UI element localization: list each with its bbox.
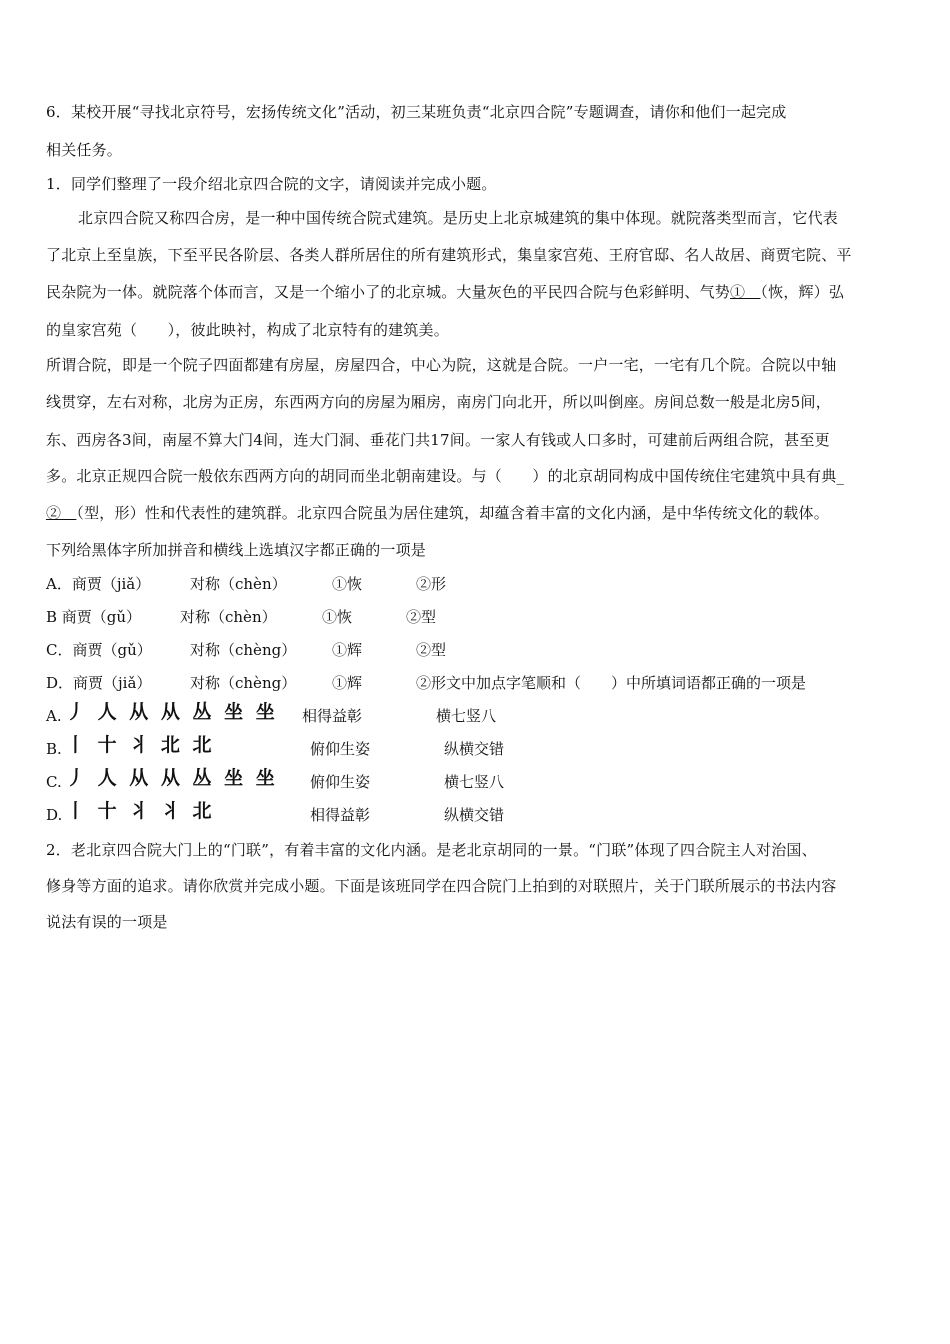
blank-1: ① xyxy=(730,283,761,301)
passage-1-line-1: 北京四合院又称四合房，是一种中国传统合院式建筑。是历史上北京城建筑的集中体现。就院落类型而言，它代表 xyxy=(78,209,839,227)
passage-1-line-3-text: 民杂院为一体。就院落个体而言，又是一个缩小了的北京城。大量灰色的平民四合院与色彩鲜明、气势 xyxy=(46,283,731,301)
option-2d-stroke-order: 丨 十 丬 丬 北 xyxy=(66,800,215,822)
option-2a-word-2: 横七竖八 xyxy=(436,707,497,725)
option-2d-word-1: 相得益彰 xyxy=(310,806,371,824)
passage-1-line-2: 了北京上至皇族，下至平民各阶层、各类人群所居住的所有建筑形式，集皇家宫苑、王府官邸、名人故居、商贾宅院、平 xyxy=(46,246,852,264)
option-2a-stroke-order: 丿 人 从 从 丛 坐 坐 xyxy=(66,701,278,723)
blank-2-lead: _ xyxy=(836,467,845,485)
option-1d-pinyin-1: D．商贾（jiǎ） xyxy=(46,674,152,692)
passage-2-line-5 xyxy=(46,503,829,523)
option-2c-word-2: 横七竖八 xyxy=(444,773,505,791)
passage-2-line-2: 线贯穿，左右对称，北房为正房，东西两方向的房屋为厢房，南房门向北开，所以叫倒座。房间总数一般是北房5间， xyxy=(46,393,831,411)
option-1d-char-1: ①辉 xyxy=(332,674,363,692)
option-1d-pinyin-2: 对称（chèng） xyxy=(190,674,297,692)
question-2-line-3: 说法有误的一项是 xyxy=(46,913,168,931)
question-2-line-2: 修身等方面的追求。请你欣赏并完成小题。下面是该班同学在四合院门上拍到的对联照片，关于门联所展示的书法内容 xyxy=(46,877,837,895)
option-2c-label: C. xyxy=(46,773,62,791)
option-2b-label: B. xyxy=(46,740,62,758)
passage-2-line-1: 所谓合院，即是一个院子四面都建有房屋，房屋四合，中心为院，这就是合院。一户一宅，一宅有几个院。合院以中轴 xyxy=(46,356,837,374)
option-1c-pinyin-2: 对称（chèng） xyxy=(190,641,297,659)
passage-1-line-4: 的皇家宫苑（ ），彼此映衬，构成了北京特有的建筑美。 xyxy=(46,321,449,339)
option-1a-char-1: ①恢 xyxy=(332,575,363,593)
option-2c-word-1: 俯仰生姿 xyxy=(310,773,371,791)
blank-2: ② xyxy=(46,504,77,522)
passage-1-line-3 xyxy=(46,282,844,302)
option-1c-char-1: ①辉 xyxy=(332,641,363,659)
question-1-intro: 1．同学们整理了一段介绍北京四合院的文字，请阅读并完成小题。 xyxy=(46,175,497,193)
option-2d-label: D. xyxy=(46,806,63,824)
question-6-title-line-2: 相关任务。 xyxy=(46,141,123,159)
passage-2-line-4-text: 多。北京正规四合院一般依东西两方向的胡同而坐北朝南建设。与（ ）的北京胡同构成中国传统住宅建筑中具有典 xyxy=(46,467,837,485)
option-1b-char-2: ②型 xyxy=(406,608,437,626)
option-1b-pinyin-2: 对称（chèn） xyxy=(180,608,277,626)
option-2b-word-2: 纵横交错 xyxy=(444,740,505,758)
option-2a-label: A. xyxy=(46,707,62,725)
passage-2-line-3: 东、西房各3间，南屋不算大门4间，连大门洞、垂花门共17间。一家人有钱或人口多时，可建前后两组合院，甚至更 xyxy=(46,431,830,449)
option-1b-char-1: ①恢 xyxy=(322,608,353,626)
option-1c-char-2: ②型 xyxy=(416,641,447,659)
option-1a-pinyin-1: A．商贾（jiǎ） xyxy=(46,575,151,593)
option-1a-pinyin-2: 对称（chèn） xyxy=(190,575,287,593)
option-2a-word-1: 相得益彰 xyxy=(302,707,363,725)
option-2b-stroke-order: 丨 十 丬 北 北 xyxy=(66,734,215,756)
blank-1-choice: （恢，辉）弘 xyxy=(760,283,845,301)
passage-2-line-4 xyxy=(46,466,844,486)
passage-2-line-5-text: （型，形）性和代表性的建筑群。北京四合院虽为居住建筑，却蕴含着丰富的文化内涵，是中华传统文化的载体。 xyxy=(76,504,829,522)
option-1c-pinyin-1: C．商贾（gǔ） xyxy=(46,641,152,659)
question-2-line-1: 2．老北京四合院大门上的“门联”，有着丰富的文化内涵。是老北京胡同的一景。“门联”体现了四合院主人对治国、 xyxy=(46,841,817,859)
sub-question-1: 下列给黑体字所加拼音和横线上选填汉字都正确的一项是 xyxy=(46,541,427,559)
option-1d-char-2-and-sub-question-2: ②形文中加点字笔顺和（ ）中所填词语都正确的一项是 xyxy=(416,674,807,692)
question-6-title-line-1: 6．某校开展“寻找北京符号，宏扬传统文化”活动，初三某班负责“北京四合院”专题调查，请你和他们一起完成 xyxy=(46,103,787,121)
option-1b-pinyin-1: B 商贾（gǔ） xyxy=(46,608,142,626)
option-1a-char-2: ②形 xyxy=(416,575,447,593)
option-2b-word-1: 俯仰生姿 xyxy=(310,740,371,758)
option-2c-stroke-order: 丿 人 从 从 丛 坐 坐 xyxy=(66,767,278,789)
option-2d-word-2: 纵横交错 xyxy=(444,806,505,824)
